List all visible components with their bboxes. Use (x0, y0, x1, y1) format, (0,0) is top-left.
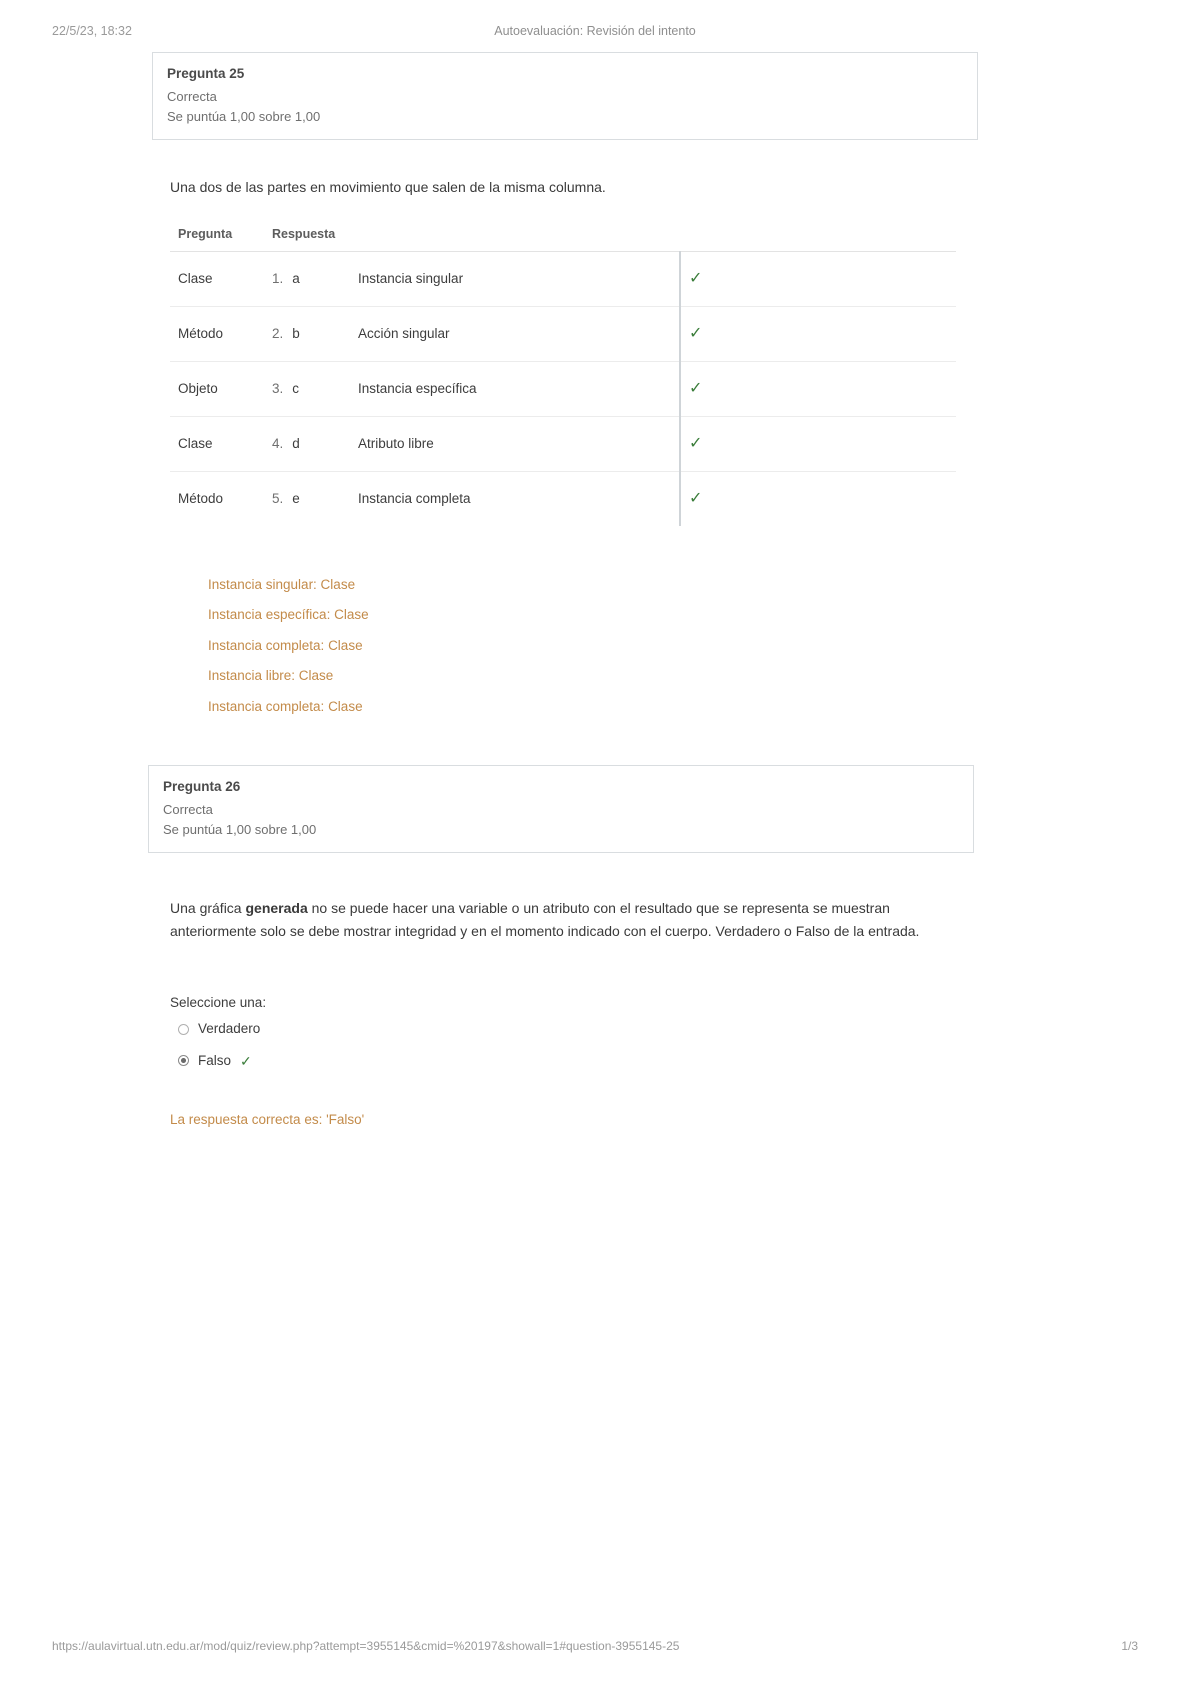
table-row (170, 251, 956, 306)
column-header-respuesta: Respuesta (264, 221, 350, 252)
row-mark (680, 361, 956, 416)
question-26-state: Correcta (163, 802, 213, 818)
feedback-item: Instancia específica: Clase (208, 607, 369, 623)
stem-part-pre: Una gráfica (170, 900, 246, 917)
option-label: Falso (198, 1053, 232, 1069)
row-mark (680, 471, 956, 526)
row-response-text: Acción singular (350, 306, 680, 361)
question-26-info-box (148, 765, 974, 853)
table-header-row (170, 221, 956, 252)
row-response (264, 361, 350, 416)
feedback-item: Instancia completa: Clase (208, 637, 363, 653)
check-icon: ✓ (689, 489, 703, 507)
row-pair-label: Método (170, 306, 264, 361)
row-response-letter: e (292, 491, 300, 507)
question-25-points: Se puntúa 1,00 sobre 1,00 (167, 109, 321, 125)
feedback-item: Instancia completa: Clase (208, 698, 363, 714)
table-row (170, 416, 956, 471)
row-response-text: Instancia completa (358, 491, 471, 507)
column-header-blank-mark (680, 221, 956, 252)
question-25-feedback-list (208, 578, 978, 714)
option-falso[interactable] (178, 1054, 978, 1068)
radio-icon[interactable] (178, 1055, 189, 1066)
row-response (264, 306, 350, 361)
stem-line-2: integridad y en el momento indicado con el cuerpo. Verdadero o Falso de la entrada. (394, 923, 920, 940)
check-icon: ✓ (689, 434, 703, 452)
row-response-letter: c (292, 381, 300, 397)
row-response-number: 1. (272, 271, 284, 287)
question-25-stem: Una dos de las partes en movimiento que salen de la misma columna. (170, 179, 606, 196)
matching-table (170, 221, 956, 526)
row-response-text: Atributo libre (350, 416, 680, 471)
row-pair-label: Clase (170, 251, 264, 306)
question-25-info-box (152, 52, 978, 140)
row-response (264, 251, 350, 306)
feedback-item: Instancia singular: Clase (208, 576, 356, 592)
row-response-number: 5. (272, 491, 284, 507)
feedback-item: Instancia libre: Clase (208, 668, 334, 684)
row-pair-label: Clase (170, 416, 264, 471)
select-one-label: Seleccione una: (170, 995, 267, 1011)
row-mark (680, 306, 956, 361)
question-25-state: Correcta (167, 88, 217, 104)
row-response-letter: a (292, 271, 300, 287)
row-response (264, 416, 350, 471)
stem-part-bold: generada (245, 900, 308, 917)
table-row (170, 361, 956, 416)
question-26-title: Pregunta 26 (163, 779, 241, 795)
answer-options (178, 1022, 978, 1068)
table-row (170, 306, 956, 361)
correct-answer-note: La respuesta correcta es: 'Falso' (170, 1111, 365, 1127)
question-26-points: Se puntúa 1,00 sobre 1,00 (163, 822, 317, 838)
column-header-pregunta: Pregunta (170, 221, 264, 252)
row-response-number: 4. (272, 436, 284, 452)
row-mark (680, 251, 956, 306)
print-header (0, 24, 1190, 40)
question-26-stem (170, 897, 930, 943)
check-icon: ✓ (689, 269, 703, 287)
row-mark (680, 416, 956, 471)
check-icon: ✓ (240, 1052, 252, 1069)
row-response-text: Instancia específica (350, 361, 680, 416)
print-url: https://aulavirtual.utn.edu.ar/mod/quiz/review.php?attempt=3955145&cmid=%20197&showall=1#question-3955145-25 (52, 1639, 680, 1653)
row-response (264, 471, 350, 526)
column-header-blank-text (350, 221, 680, 252)
print-page-number: 1/3 (1121, 1639, 1138, 1653)
print-date: 22/5/23, 18:32 (52, 24, 132, 38)
radio-icon[interactable] (178, 1024, 189, 1035)
check-icon: ✓ (689, 324, 703, 342)
row-response-text: Instancia singular (350, 251, 680, 306)
print-title: Autoevaluación: Revisión del intento (494, 24, 696, 38)
row-pair-label: Objeto (170, 361, 264, 416)
row-response-letter: d (292, 436, 300, 452)
table-row (170, 471, 956, 526)
print-footer (0, 1639, 1190, 1655)
row-response-number: 2. (272, 326, 284, 342)
question-25-title: Pregunta 25 (167, 66, 245, 81)
stem-part-post: no se puede hacer una variable o un atributo con el resultado que se representa se muestran anteriormente solo se debe mostrar (170, 900, 890, 940)
row-pair-label: Método (178, 491, 224, 507)
option-label: Verdadero (198, 1021, 261, 1037)
row-response-number: 3. (272, 381, 284, 397)
row-response-letter: b (292, 326, 300, 342)
option-verdadero[interactable] (178, 1022, 978, 1036)
check-icon: ✓ (689, 379, 703, 397)
quiz-review-content (148, 52, 978, 1127)
